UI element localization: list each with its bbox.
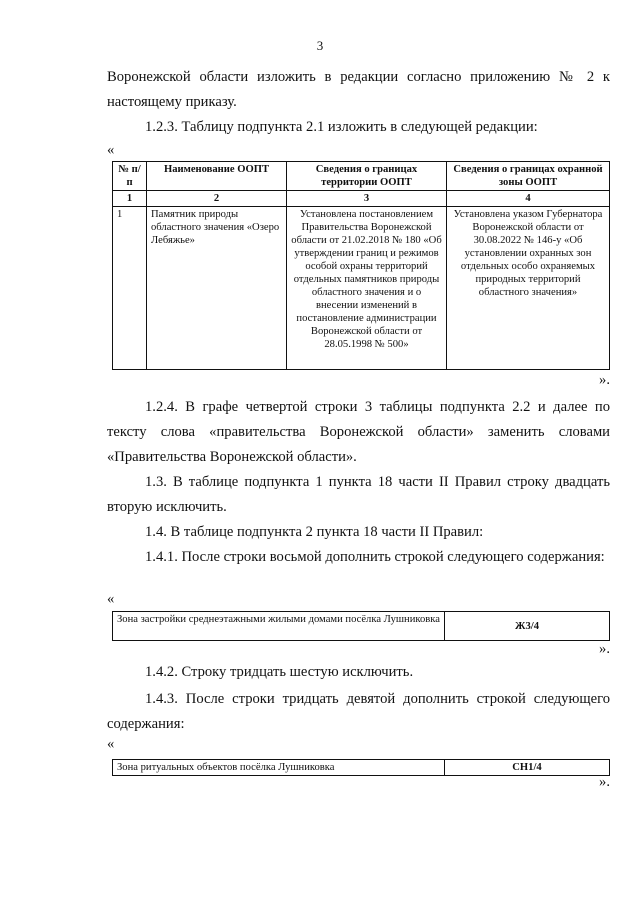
table-zone-zh xyxy=(112,611,610,641)
paragraph-1-4-2: 1.4.2. Строку тридцать шестую исключить. xyxy=(145,664,414,680)
open-quote-3: « xyxy=(107,736,115,752)
paragraph-1-2-4: 1.2.4. В графе четвертой строки 3 таблицы подпункта 2.2 и далее по тексту слова «правительства Воронежской области» заменить словами «Правительства Воронежской области». xyxy=(107,399,610,465)
close-quote-2: ». xyxy=(599,641,610,657)
paragraph-1-4: 1.4. В таблице подпункта 2 пункта 18 части II Правил: xyxy=(145,524,484,540)
header-zone: Сведения о границах охранной зоны ООПТ xyxy=(447,162,610,191)
header-num: № п/п xyxy=(113,162,147,191)
table-header-row xyxy=(113,162,610,191)
open-quote-2: « xyxy=(107,591,115,607)
close-quote-1: ». xyxy=(599,372,610,388)
cell-zone: Установлена указом Губернатора Воронежской области от 30.08.2022 № 146-у «Об установлении охранных зон отдельных особо охраняемых природных территорий областного значения» xyxy=(447,207,610,370)
col-number: 2 xyxy=(147,191,287,207)
col-number: 4 xyxy=(447,191,610,207)
open-quote-1: « xyxy=(107,142,115,158)
table-row xyxy=(113,207,610,370)
table-row xyxy=(113,760,610,776)
cell-num: 1 xyxy=(113,207,147,370)
table-oopt xyxy=(112,161,610,370)
zone-code-cell: Ж3/4 xyxy=(445,612,610,641)
header-name: Наименование ООПТ xyxy=(147,162,287,191)
paragraph-1-2-3: 1.2.3. Таблицу подпункта 2.1 изложить в следующей редакции: xyxy=(145,119,538,135)
table-zone-sn xyxy=(112,759,610,776)
table-row xyxy=(113,612,610,641)
zone-code-cell: СН1/4 xyxy=(445,760,610,776)
zone-name-cell: Зона ритуальных объектов посёлка Лушниковка xyxy=(113,760,445,776)
close-quote-3: ». xyxy=(599,774,610,790)
table-number-row xyxy=(113,191,610,207)
paragraph-1-4-1: 1.4.1. После строки восьмой дополнить строкой следующего содержания: xyxy=(145,549,605,565)
cell-territory: Установлена постановлением Правительства Воронежской области от 21.02.2018 № 180 «Об утверждении границ и режимов особой охраны территорий отдельных памятников природы областного значения и о внесении изменений в постановление администрации Воронежской области от 28.05.1998 № 500» xyxy=(287,207,447,370)
col-number: 3 xyxy=(287,191,447,207)
page-number: 3 xyxy=(316,38,324,53)
paragraph-1-3: 1.3. В таблице подпункта 1 пункта 18 части II Правил строку двадцать вторую исключить. xyxy=(107,474,610,515)
intro-paragraph: Воронежской области изложить в редакции согласно приложению № 2 к настоящему приказу. xyxy=(107,69,610,110)
paragraph-1-4-3: 1.4.3. После строки тридцать девятой дополнить строкой следующего содержания: xyxy=(107,691,610,732)
col-number: 1 xyxy=(113,191,147,207)
header-territory: Сведения о границах территории ООПТ xyxy=(287,162,447,191)
zone-name-cell: Зона застройки среднеэтажными жилыми домами посёлка Лушниковка xyxy=(113,612,445,641)
cell-name: Памятник природы областного значения «Озеро Лебяжье» xyxy=(147,207,287,370)
